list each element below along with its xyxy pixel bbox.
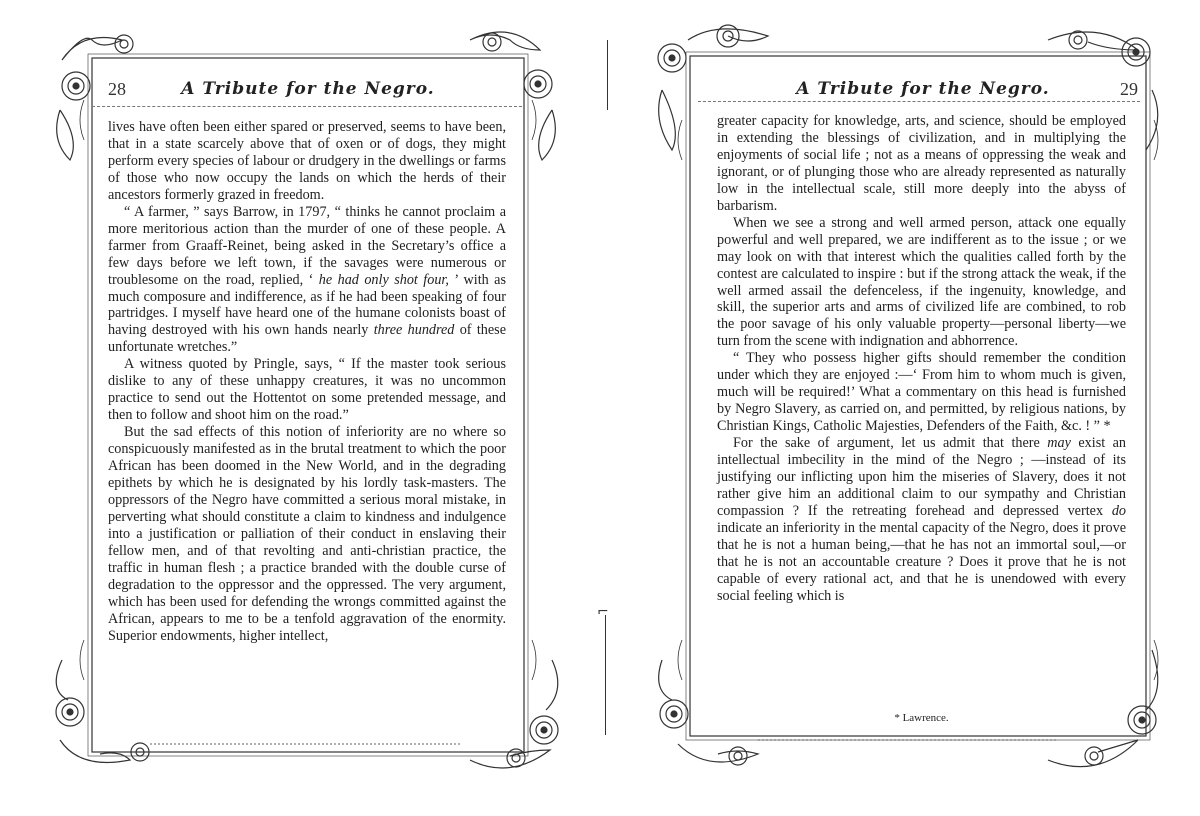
italic-text: may xyxy=(1047,435,1071,452)
paragraph-text: of these unfortunate wretches.” xyxy=(108,322,506,356)
paragraph-text: indicate an inferiority in the mental capacity of the Negro, does it prove that he is not a human being,—that he has not an immortal soul,—or that he is not an accountable creature ? Does it prove that he is not capable of every rational act, and that he is unendowed with every social feeling which is xyxy=(717,519,1126,604)
paragraph xyxy=(717,350,1126,435)
footnote: * Lawrence. xyxy=(894,712,949,724)
italic-text: three hundred xyxy=(373,322,455,339)
paragraph-text: ’ with as much composure and indifference, as if he had been speaking of four partridges. I myself have heard one of the humane colonists boast of having destroyed with his own hands nearly xyxy=(108,271,506,339)
paragraph xyxy=(108,356,506,424)
paragraph xyxy=(108,424,506,644)
paragraph xyxy=(717,113,1126,215)
paragraph xyxy=(717,215,1126,351)
running-header xyxy=(108,74,508,104)
paragraph-text: greater capacity for knowledge, arts, and science, should be employed in extending the blessings of civilization, and in multiplying the enjoyments of social life ; not as a means of oppressing the weak and ignorant, or of plunging those who are already represented as naturally low in the intellectual scale, still more deeply into the abyss of barbarism. xyxy=(717,113,1126,214)
paragraph xyxy=(108,204,506,357)
running-title: A Tribute for the Negro. xyxy=(181,79,435,99)
paragraph-text: A witness quoted by Pringle, says, “ If the master took serious dislike to any of these unhappy creatures, it was no uncommon practice to send out the Hottentot on some pretended message, and then to follow and shoot him on the road.” xyxy=(108,356,506,424)
paragraph-text: When we see a strong and well armed person, attack one equally powerful and well prepared, we are indifferent as to the issue ; or we may look on with that interest which the qualities called forth by the contest are calculated to inspire : but if the strong attack the weak, if the well armed assail the defenceless, if the ingenuity, knowledge, and skill, the superior arts and arms of civilized life are combined, to rob the poor savage of his only valuable property—personal liberty—we turn from the scene with indignation and abhorrence. xyxy=(717,214,1126,350)
italic-text: he had only shot four, xyxy=(318,271,449,288)
header-rule xyxy=(698,101,1140,102)
body-text xyxy=(108,119,506,645)
paragraph-text: “ They who possess higher gifts should remember the condition under which they are enjoyed :—‘ From him to whom much is given, much will be required!’ What a commentary on this head is furnished by Negro Slavery, as carried on, and permitted, by religious nations, by Christian Kings, Catholic Majesties, Defenders of the Faith, &c. ! ” * xyxy=(717,350,1126,435)
italic-text: do xyxy=(1111,502,1126,519)
corner-rosette-bl xyxy=(56,660,149,763)
gutter-mark: ⌐ xyxy=(597,604,609,620)
right-page xyxy=(648,0,1168,816)
gutter-line-top xyxy=(607,40,608,110)
page-number: 29 xyxy=(1120,78,1138,99)
paragraph-text: “ A farmer, ” says Barrow, in 1797, “ thinks he cannot proclaim a more meritorious action than the murder of one of these people. A farmer from Graaff-Reinet, being asked in the Secretary’s office a few days before we left town, if the savages were numerous or troublesome on the road, replied, ‘ xyxy=(108,203,506,288)
header-rule xyxy=(92,106,522,107)
paragraph-text: lives have often been either spared or preserved, seems to have been, that in a state scarcely above that of oxen or of dogs, they might perform every species of labour or drudgery in the dwellings or farms of those who now occupy the lands on which the herds of their ancestors formerly grazed in freedom. xyxy=(108,119,506,203)
page-number: 28 xyxy=(108,78,126,99)
paragraph-text: exist an intellectual imbecility in the mind of the Negro ; —instead of its justifying our inflicting upon him the miseries of Slavery, does it not rather give him an additional claim to our sympathy and Christian compassion ? If the retreating forehead and depressed vertex xyxy=(717,435,1127,519)
paragraph xyxy=(717,435,1126,605)
paragraph-text: For the sake of argument, let us admit that there xyxy=(733,435,1048,452)
paragraph xyxy=(108,119,506,204)
running-header xyxy=(708,74,1138,104)
left-page xyxy=(40,0,570,816)
body-text xyxy=(717,113,1126,605)
gutter-line-bottom xyxy=(605,615,606,735)
corner-rosette-br xyxy=(1048,650,1158,767)
paragraph-text: But the sad effects of this notion of inferiority are no where so conspicuously manifested as in the brutal treatment to which the poor African has been doomed in the New World, and in the degrading epithets by which he is designated by his lordly task-masters. The oppressors of the Negro have committed a serious moral mistake, in perverting what should constitute a claim to kindness and indulgence into a justification or palliation of their conduct in enslaving their fellow men, and of that revolting and anti-christian practice, the traffic in human flesh ; a practice branded with the double curse of degradation to the oppressor and the oppressed. The very argument, which has been used for defending the wrongs committed against the African, appears to me to be a tenfold aggravation of the enormity. Superior endowments, higher intellect, xyxy=(108,424,506,644)
running-title: A Tribute for the Negro. xyxy=(796,79,1050,99)
corner-rosette-br xyxy=(470,660,558,768)
